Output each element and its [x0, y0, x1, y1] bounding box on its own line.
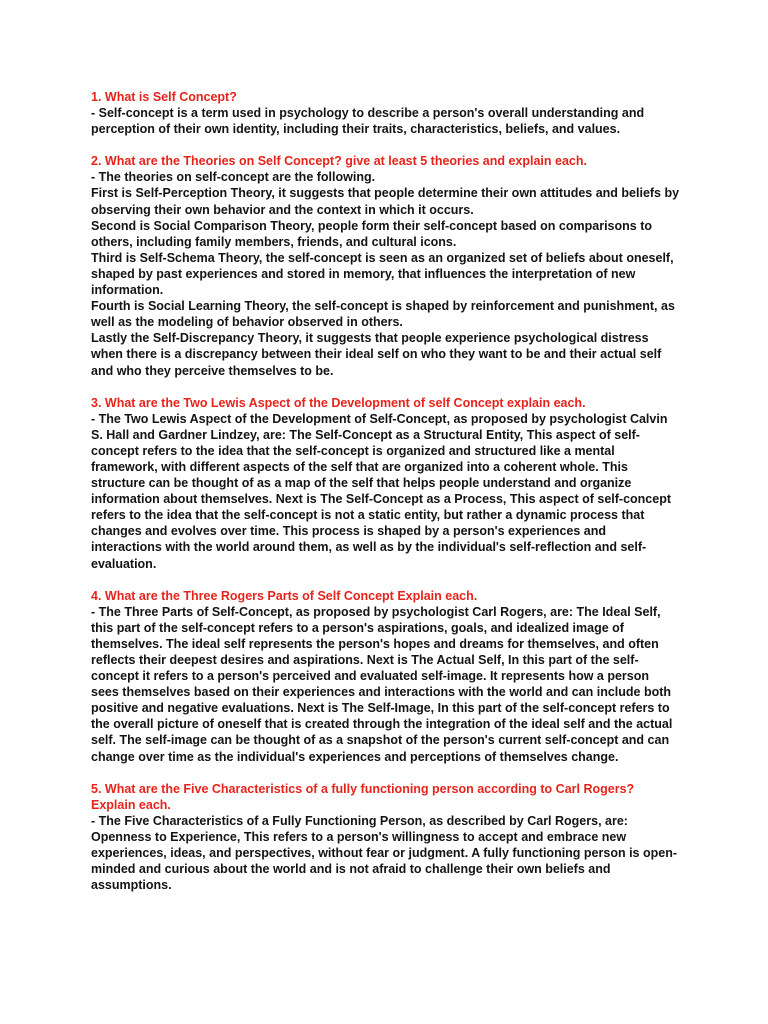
- section-1: [91, 89, 680, 137]
- answer-paragraph: Lastly the Self-Discrepancy Theory, it suggests that people experience psychological distress when there is a discrepancy between their ideal self on who they want to be and their actual self and who they perceive themselves to be.: [91, 331, 662, 378]
- answer-paragraph: - The Five Characteristics of a Fully Functioning Person, as described by Carl Rogers, are: Openness to Experience, This refers to a person's willingness to accept and embrace new experiences, ideas, and perspectives, without fear or judgment. A fully functioning person is open-minded and curious about the world and is not afraid to challenge their own beliefs and assumptions.: [91, 813, 677, 893]
- answer-paragraph: Fourth is Social Learning Theory, the self-concept is shaped by reinforcement and punishment, as well as the modeling of behavior observed in others.: [91, 299, 675, 330]
- section-5: [91, 781, 680, 894]
- question-heading: 4. What are the Three Rogers Parts of Self Concept Explain each.: [91, 588, 478, 603]
- answer-paragraph: First is Self-Perception Theory, it suggests that people determine their own attitudes and beliefs by observing their own behavior and the context in which it occurs.: [91, 186, 680, 217]
- answer-paragraph: Third is Self-Schema Theory, the self-concept is seen as an organized set of beliefs about oneself, shaped by past experiences and stored in memory, that influences the interpretation of new information.: [91, 250, 674, 298]
- answer-paragraph: - Self-concept is a term used in psychology to describe a person's overall understanding and perception of their own identity, including their traits, characteristics, beliefs, and values.: [91, 106, 645, 137]
- answer-paragraph: - The theories on self-concept are the following.: [91, 170, 376, 185]
- question-heading: 3. What are the Two Lewis Aspect of the Development of self Concept explain each.: [91, 395, 586, 410]
- section-4: [91, 588, 680, 765]
- question-heading: 5. What are the Five Characteristics of a fully functioning person according to Carl Rogers? Explain each.: [91, 781, 635, 812]
- section-2: [91, 153, 680, 378]
- answer-paragraph: - The Three Parts of Self-Concept, as proposed by psychologist Carl Rogers, are: The Ideal Self, this part of the self-concept refers to a person's aspirations, goals, and idealized image of themselves. The ideal self represents the person's hopes and dreams for themselves, and often reflects their deepest desires and aspirations. Next is The Actual Self, In this part of the self-concept it refers to a person's perceived and evaluated self-image. It represents how a person sees themselves based on their experiences and interactions with the world and can include both positive and negative evaluations. Next is The Self-Image, In this part of the self-concept refers to the overall picture of oneself that is created through the integration of the ideal self and the actual self. The self-image can be thought of as a snapshot of the person's current self-concept and can change over time as the individual's experiences and perceptions of themselves change.: [91, 604, 673, 764]
- question-heading: 1. What is Self Concept?: [91, 90, 237, 104]
- answer-paragraph: Second is Social Comparison Theory, people form their self-concept based on comparisons to others, including family members, friends, and cultural icons.: [91, 218, 652, 249]
- question-heading: 2. What are the Theories on Self Concept? give at least 5 theories and explain each.: [91, 154, 587, 169]
- answer-paragraph: - The Two Lewis Aspect of the Development of Self-Concept, as proposed by psychologist Calvin S. Hall and Gardner Lindzey, are: The Self-Concept as a Structural Entity, This aspect of self-concept refers to the idea that the self-concept is organized and structured like a mental framework, with different aspects of the self that are organized into a coherent whole. This structure can be thought of as a map of the self that helps people understand and organize information about themselves. Next is The Self-Concept as a Process, This aspect of self-concept refers to the idea that the self-concept is not a static entity, but rather a dynamic process that changes and evolves over time. This process is shaped by a person's experiences and interactions with the world around them, as well as by the individual's self-reflection and self-evaluation.: [91, 411, 672, 571]
- section-3: [91, 395, 680, 572]
